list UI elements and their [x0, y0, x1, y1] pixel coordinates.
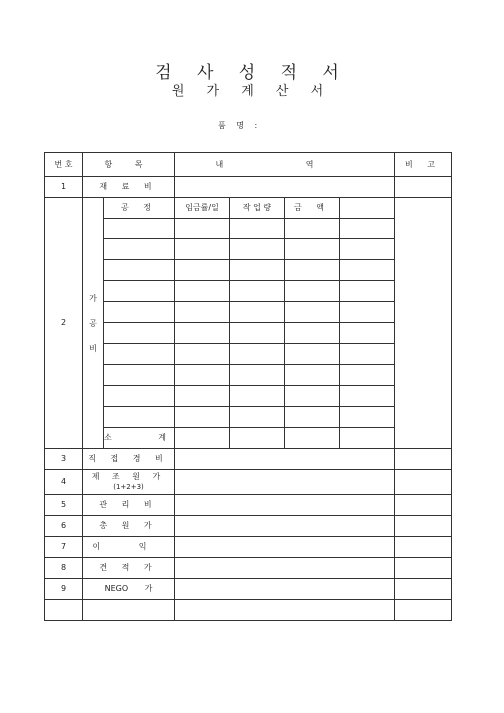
- wage-cell[interactable]: [175, 386, 230, 407]
- process-cell[interactable]: [104, 239, 175, 260]
- row-remark-cell[interactable]: [395, 449, 452, 470]
- row-detail-cell[interactable]: [175, 177, 395, 198]
- table-row: [45, 365, 452, 386]
- work-cell[interactable]: [230, 219, 285, 239]
- wage-cell[interactable]: [175, 365, 230, 386]
- amount-subheader: 금 액: [285, 198, 340, 219]
- blank-cell[interactable]: [340, 386, 395, 407]
- col-item-header: 항 목: [83, 153, 175, 177]
- work-cell[interactable]: [230, 365, 285, 386]
- blank-cell[interactable]: [340, 407, 395, 428]
- blank-cell[interactable]: [340, 365, 395, 386]
- table-row: [45, 449, 452, 470]
- process-cell[interactable]: [104, 302, 175, 323]
- row-detail-cell[interactable]: [175, 579, 395, 600]
- table-row: [45, 516, 452, 537]
- table-row: [45, 198, 452, 219]
- work-cell[interactable]: [230, 302, 285, 323]
- work-cell[interactable]: [230, 239, 285, 260]
- table-row: [45, 302, 452, 323]
- amount-cell[interactable]: [285, 344, 340, 365]
- process-cell[interactable]: [104, 281, 175, 302]
- process-subheader: 공 정: [104, 198, 175, 219]
- row-item: 관 리 비: [83, 495, 175, 516]
- group-char: 가: [89, 293, 97, 303]
- row-number: 1: [45, 177, 83, 198]
- row-number: 2: [45, 198, 83, 449]
- table-row: [45, 344, 452, 365]
- process-cell[interactable]: [104, 386, 175, 407]
- row-number: 3: [45, 449, 83, 470]
- col-no-header: 번 호: [45, 153, 83, 177]
- wage-rate-subheader: 임금률/일: [175, 198, 230, 219]
- wage-cell[interactable]: [175, 407, 230, 428]
- row-detail-cell[interactable]: [175, 470, 395, 495]
- blank-cell[interactable]: [340, 281, 395, 302]
- row-item: NEGO 가: [83, 579, 175, 600]
- process-cell[interactable]: [104, 344, 175, 365]
- row-remark-cell[interactable]: [395, 579, 452, 600]
- row-number: 8: [45, 558, 83, 579]
- row-item: 제 조 원 가: [91, 472, 166, 481]
- process-cell[interactable]: [104, 407, 175, 428]
- amount-cell[interactable]: [285, 281, 340, 302]
- table-row: [45, 579, 452, 600]
- work-cell[interactable]: [230, 428, 285, 449]
- process-cell[interactable]: [104, 365, 175, 386]
- cost-table: [44, 152, 452, 621]
- row-item: 재 료 비: [83, 177, 175, 198]
- wage-cell[interactable]: [175, 344, 230, 365]
- row-number: 5: [45, 495, 83, 516]
- table-row: [45, 558, 452, 579]
- row-detail-cell[interactable]: [175, 558, 395, 579]
- subtotal-label: 소 계: [104, 428, 175, 449]
- process-cell[interactable]: [104, 260, 175, 281]
- blank-cell[interactable]: [340, 260, 395, 281]
- row-number: 7: [45, 537, 83, 558]
- row-detail-cell[interactable]: [175, 449, 395, 470]
- work-cell[interactable]: [230, 407, 285, 428]
- blank-cell[interactable]: [340, 198, 395, 219]
- wage-cell[interactable]: [175, 219, 230, 239]
- row-detail-cell[interactable]: [175, 516, 395, 537]
- process-cell[interactable]: [104, 323, 175, 344]
- table-row: [45, 470, 452, 495]
- processing-cost-group-label: [83, 198, 104, 449]
- table-row: [45, 407, 452, 428]
- amount-cell[interactable]: [285, 239, 340, 260]
- row-number: 9: [45, 579, 83, 600]
- blank-cell[interactable]: [340, 239, 395, 260]
- table-row: [45, 281, 452, 302]
- col-detail-header: 내 역: [175, 153, 395, 177]
- row-remark-cell[interactable]: [395, 198, 452, 449]
- row-detail-cell[interactable]: [175, 495, 395, 516]
- blank-cell[interactable]: [45, 600, 83, 621]
- table-row: [45, 239, 452, 260]
- group-char: 공: [89, 318, 97, 328]
- row-item: 이 익: [83, 537, 175, 558]
- work-cell[interactable]: [230, 260, 285, 281]
- row-number: 4: [45, 470, 83, 495]
- work-cell[interactable]: [230, 386, 285, 407]
- row-remark-cell[interactable]: [395, 558, 452, 579]
- process-cell[interactable]: [104, 219, 175, 239]
- blank-cell[interactable]: [340, 323, 395, 344]
- blank-cell[interactable]: [340, 344, 395, 365]
- document-title: 검 사 성 적 서: [155, 63, 349, 83]
- product-name-label: 품 명 :: [218, 121, 262, 130]
- amount-cell[interactable]: [285, 219, 340, 239]
- row-remark-cell[interactable]: [395, 600, 452, 621]
- row-item: 직 접 경 비: [83, 449, 175, 470]
- table-row: [45, 495, 452, 516]
- wage-cell[interactable]: [175, 281, 230, 302]
- row-remark-cell[interactable]: [395, 495, 452, 516]
- subtotal-row: [45, 428, 452, 449]
- document-subtitle: 원 가 계 산 서: [171, 84, 333, 99]
- row-remark-cell[interactable]: [395, 177, 452, 198]
- work-cell[interactable]: [230, 281, 285, 302]
- row-formula: (1+2+3): [113, 483, 144, 491]
- row-item: 견 적 가: [83, 558, 175, 579]
- table-row: [45, 177, 452, 198]
- wage-cell[interactable]: [175, 260, 230, 281]
- group-char: 비: [89, 343, 97, 353]
- blank-cell[interactable]: [83, 600, 175, 621]
- work-cell[interactable]: [230, 323, 285, 344]
- row-number: 6: [45, 516, 83, 537]
- table-row: [45, 323, 452, 344]
- header-row: [45, 153, 452, 177]
- row-item: 총 원 가: [83, 516, 175, 537]
- work-amount-subheader: 작 업 량: [230, 198, 285, 219]
- row-remark-cell[interactable]: [395, 516, 452, 537]
- row-detail-cell[interactable]: [175, 537, 395, 558]
- row-item-cell: [83, 470, 175, 495]
- wage-cell[interactable]: [175, 302, 230, 323]
- row-remark-cell[interactable]: [395, 470, 452, 495]
- wage-cell[interactable]: [175, 323, 230, 344]
- col-remark-header: 비 고: [395, 153, 452, 177]
- work-cell[interactable]: [230, 344, 285, 365]
- amount-cell[interactable]: [285, 386, 340, 407]
- table-row: [45, 386, 452, 407]
- amount-cell[interactable]: [285, 323, 340, 344]
- amount-cell[interactable]: [285, 302, 340, 323]
- table-row: [45, 537, 452, 558]
- table-row: [45, 219, 452, 239]
- amount-cell[interactable]: [285, 260, 340, 281]
- amount-cell[interactable]: [285, 407, 340, 428]
- row-detail-cell[interactable]: [175, 600, 395, 621]
- wage-cell[interactable]: [175, 239, 230, 260]
- row-remark-cell[interactable]: [395, 537, 452, 558]
- amount-cell[interactable]: [285, 365, 340, 386]
- blank-cell[interactable]: [340, 428, 395, 449]
- table-row: [45, 260, 452, 281]
- amount-cell[interactable]: [285, 428, 340, 449]
- blank-cell[interactable]: [340, 219, 395, 239]
- blank-cell[interactable]: [340, 302, 395, 323]
- table-row: [45, 600, 452, 621]
